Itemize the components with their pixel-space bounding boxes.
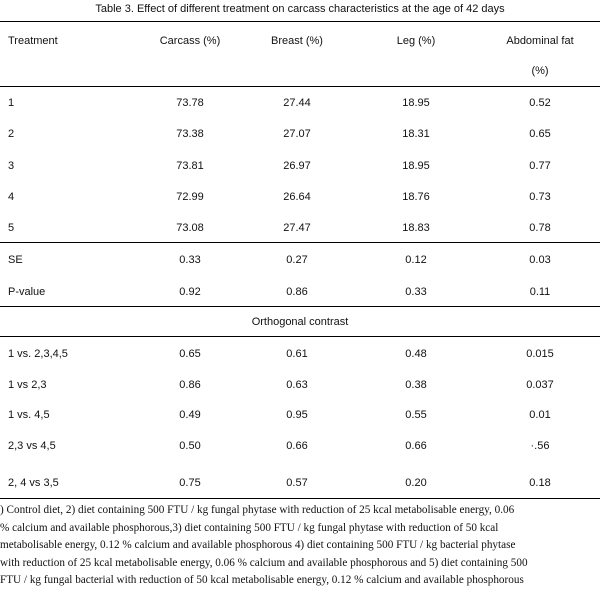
cell-abdominal-fat: 0.73 (529, 191, 551, 203)
cell-leg: 18.95 (402, 97, 430, 109)
cell-carcass: 0.65 (179, 348, 201, 360)
cell-breast: 26.64 (283, 191, 311, 203)
cell-carcass: 0.50 (179, 440, 201, 452)
cell-leg: 0.38 (405, 379, 427, 391)
cell-abdominal-fat: 0.03 (529, 254, 551, 266)
cell-breast: 0.66 (286, 440, 308, 452)
top-rule (0, 21, 600, 22)
row-label: 3 (8, 160, 15, 172)
cell-carcass: 73.08 (176, 222, 204, 234)
row-label: SE (8, 254, 23, 266)
header-treatment: Treatment (8, 35, 58, 47)
cell-breast: 27.47 (283, 222, 311, 234)
cell-carcass: 0.86 (179, 379, 201, 391)
row-label: 2, 4 vs 3,5 (8, 477, 59, 489)
cell-carcass: 0.33 (179, 254, 201, 266)
cell-leg: 18.95 (402, 160, 430, 172)
cell-leg: 18.83 (402, 222, 430, 234)
row-label: 1 vs 2,3 (8, 379, 47, 391)
cell-abdominal-fat: 0.015 (526, 348, 554, 360)
cell-abdominal-fat: 0.65 (529, 128, 551, 140)
cell-carcass: 0.75 (179, 477, 201, 489)
cell-abdominal-fat: 0.18 (529, 477, 551, 489)
cell-breast: 0.63 (286, 379, 308, 391)
cell-carcass: 73.38 (176, 128, 204, 140)
row-label: 1 (8, 97, 15, 109)
row-label: 5 (8, 222, 15, 234)
cell-breast: 0.95 (286, 409, 308, 421)
row-label: 1 vs. 4,5 (8, 409, 50, 421)
cell-leg: 18.31 (402, 128, 430, 140)
cell-breast: 0.61 (286, 348, 308, 360)
header-leg: Leg (%) (396, 35, 436, 47)
stats-rule (0, 306, 600, 307)
cell-leg: 0.48 (405, 348, 427, 360)
cell-abdominal-fat: 0.78 (529, 222, 551, 234)
cell-leg: 18.76 (402, 191, 430, 203)
row-label: 1 vs. 2,3,4,5 (8, 348, 68, 360)
cell-abdominal-fat: 0.52 (529, 97, 551, 109)
contrast-rule (0, 336, 600, 337)
footnote-line: metabolisable energy, 0.12 % calcium and available phosphorous 4) diet containing 500 FTU / kg bacterial phytase (0, 539, 516, 552)
cell-leg: 0.12 (405, 254, 427, 266)
rows-rule (0, 242, 600, 243)
cell-breast: 27.44 (283, 97, 311, 109)
cell-breast: 0.86 (286, 286, 308, 298)
cell-carcass: 73.81 (176, 160, 204, 172)
cell-abdominal-fat: 0.11 (529, 286, 551, 298)
footnote-line: with reduction of 25 kcal metabolisable energy, 0.06 % calcium and available phosphorous and 5) diet containing 500 (0, 556, 528, 569)
cell-carcass: 73.78 (176, 97, 204, 109)
row-label: P-value (8, 286, 46, 298)
cell-leg: 0.20 (405, 477, 427, 489)
cell-breast: 26.97 (283, 160, 311, 172)
table-title: Table 3. Effect of different treatment on carcass characteristics at the age of 42 days (95, 3, 505, 15)
cell-leg: 0.33 (405, 286, 427, 298)
cell-abdominal-fat: 0.77 (529, 160, 551, 172)
bottom-rule (0, 498, 600, 499)
cell-abdominal-fat: 0.037 (526, 379, 554, 391)
cell-abdominal-fat: 0.01 (529, 409, 551, 421)
row-label: 2,3 vs 4,5 (8, 440, 56, 452)
footnote-line: FTU / kg fungal bacterial with reduction of 50 kcal metabolisable energy, 0.12 % calcium and available phosphorous (0, 574, 524, 587)
header-abdominal-fat-unit: (%) (531, 65, 549, 77)
header-carcass: Carcass (%) (159, 35, 221, 47)
cell-abdominal-fat: ·.56 (530, 440, 550, 452)
cell-leg: 0.66 (405, 440, 427, 452)
table-footnote (0, 502, 600, 590)
header-rule (0, 86, 600, 87)
footnote-line: % calcium and available phosphorous,3) diet containing 500 FTU / kg fungal phytase with reduction of 50 kcal (0, 521, 499, 534)
row-label: 4 (8, 191, 15, 203)
header-abdominal-fat: Abdominal fat (506, 35, 574, 47)
row-label: 2 (8, 128, 15, 140)
cell-leg: 0.55 (405, 409, 427, 421)
cell-carcass: 0.49 (179, 409, 201, 421)
cell-breast: 0.57 (286, 477, 308, 489)
cell-carcass: 0.92 (179, 286, 201, 298)
header-breast: Breast (%) (271, 35, 323, 47)
contrast-title: Orthogonal contrast (251, 316, 349, 328)
cell-breast: 27.07 (283, 128, 311, 140)
cell-carcass: 72.99 (176, 191, 204, 203)
footnote-line: ) Control diet, 2) diet containing 500 FTU / kg fungal phytase with reduction of 25 kcal metabolisable energy, 0.06 (0, 504, 515, 516)
cell-breast: 0.27 (286, 254, 308, 266)
